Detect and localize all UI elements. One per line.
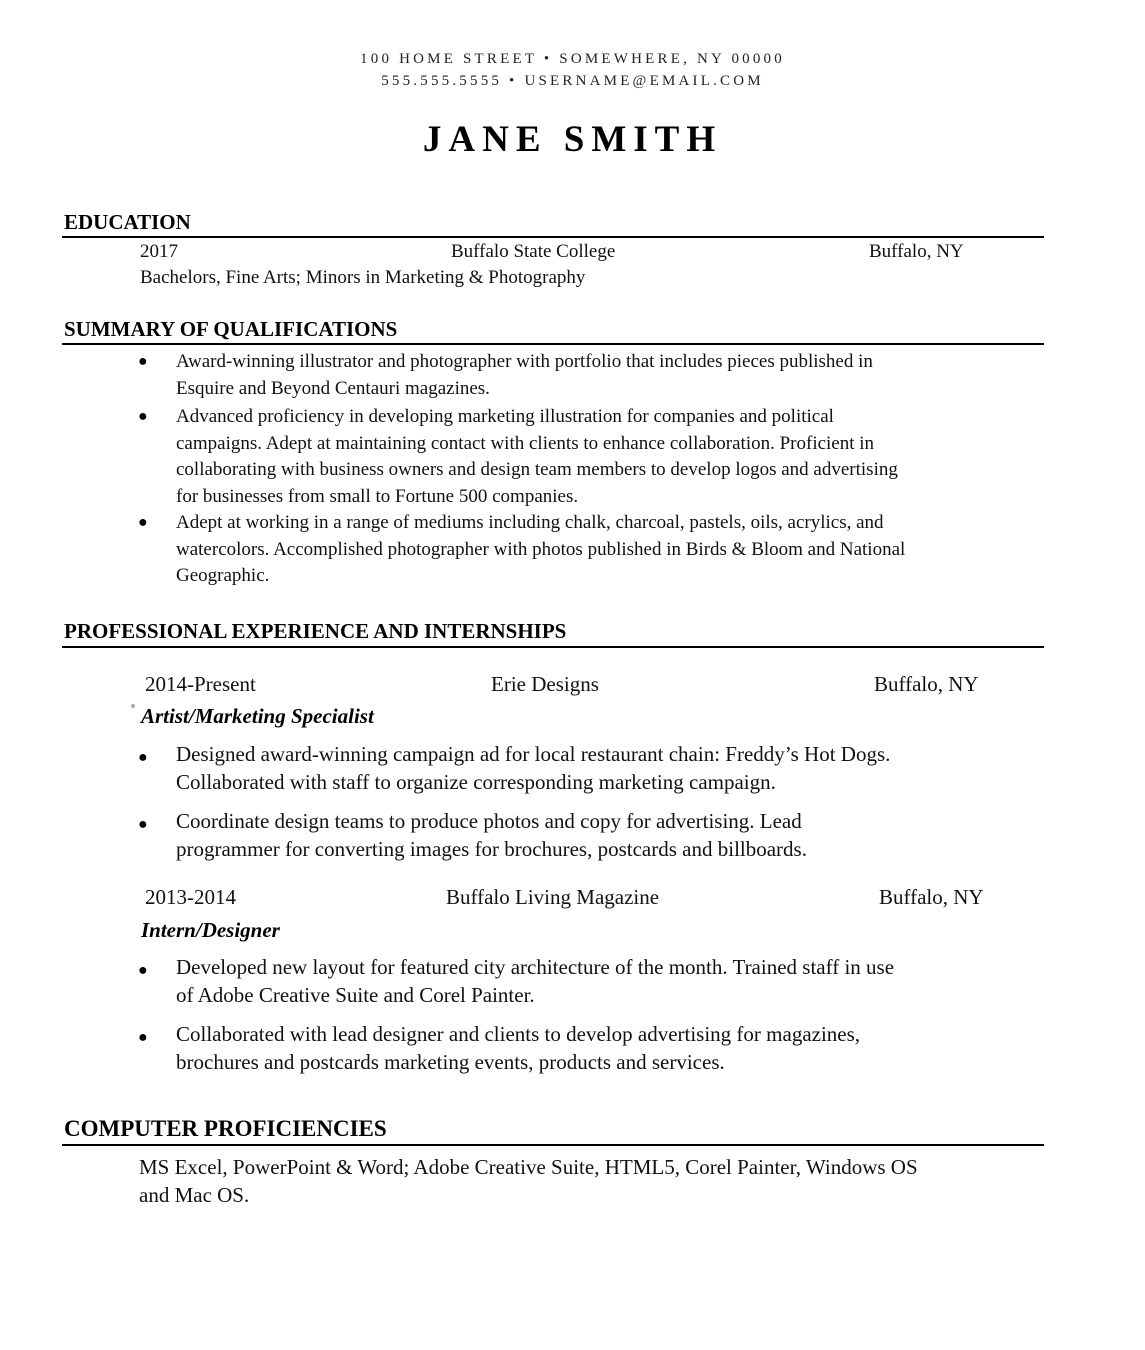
education-row (0, 241, 1145, 267)
computer-heading: COMPUTER PROFICIENCIES (64, 1116, 387, 1141)
computer-line: and Mac OS. (139, 1183, 250, 1207)
bullet-icon: ● (138, 353, 148, 370)
bullet-line: Award-winning illustrator and photographer with portfolio that includes pieces published in (176, 351, 873, 372)
bullet-line: Collaborated with staff to organize corresponding marketing campaign. (176, 770, 776, 794)
job-dates: 2014-Present (145, 672, 256, 696)
bullet-icon: ● (138, 816, 148, 833)
education-divider (62, 236, 1044, 238)
job-company: Buffalo Living Magazine (446, 885, 660, 909)
bullet-line: Geographic. (176, 565, 270, 586)
job-location: Buffalo, NY (879, 885, 984, 909)
job-company: Erie Designs (491, 672, 599, 696)
education-degree: Bachelors, Fine Arts; Minors in Marketing & Photography (140, 267, 586, 288)
bullet-line: Developed new layout for featured city architecture of the month. Trained staff in use (176, 955, 895, 979)
job-role: Intern/Designer (141, 918, 280, 942)
bullet-line: programmer for converting images for brochures, postcards and billboards. (176, 837, 807, 861)
summary-heading: SUMMARY OF QUALIFICATIONS (64, 317, 398, 341)
job-location: Buffalo, NY (874, 672, 979, 696)
bullet-line: collaborating with business owners and design team members to develop logos and advertising (176, 459, 898, 480)
education-heading: EDUCATION (64, 210, 191, 234)
computer-line: MS Excel, PowerPoint & Word; Adobe Creative Suite, HTML5, Corel Painter, Windows OS (139, 1155, 918, 1179)
job-dates: 2013-2014 (145, 885, 236, 909)
bullet-line: Advanced proficiency in developing marketing illustration for companies and political (176, 406, 834, 427)
bullet-line: Collaborated with lead designer and clients to develop advertising for magazines, (176, 1022, 861, 1046)
bullet-icon: ● (138, 514, 148, 531)
bullet-line: of Adobe Creative Suite and Corel Painter. (176, 983, 535, 1007)
bullet-line: Coordinate design teams to produce photos and copy for advertising. Lead (176, 809, 802, 833)
bullet-line: campaigns. Adept at maintaining contact with clients to enhance collaboration. Proficient in (176, 432, 875, 454)
bullet-icon: ● (138, 749, 148, 766)
address-line: 100 HOME STREET • SOMEWHERE, NY 00000 (360, 51, 785, 67)
bullet-icon: ● (138, 408, 148, 425)
bullet-line: watercolors. Accomplished photographer with photos published in Birds & Bloom and National (176, 538, 906, 560)
job-role: Artist/Marketing Specialist (141, 704, 374, 728)
candidate-name: JANE SMITH (422, 119, 723, 160)
education-location: Buffalo, NY (869, 241, 964, 262)
bullet-line: brochures and postcards marketing events, products and services. (176, 1050, 725, 1074)
summary-divider (62, 343, 1044, 345)
bullet-icon: ● (138, 1029, 148, 1046)
bullet-line: Adept at working in a range of mediums including chalk, charcoal, pastels, oils, acrylics, and (176, 512, 884, 533)
job-header-row (0, 885, 1145, 913)
education-year: 2017 (140, 241, 178, 262)
bullet-line: Esquire and Beyond Centauri magazines. (176, 377, 490, 399)
contact-line: 555.555.5555 • USERNAME@EMAIL.COM (381, 73, 764, 89)
bullet-line: Designed award-winning campaign ad for local restaurant chain: Freddy’s Hot Dogs. (176, 742, 891, 766)
experience-divider (62, 646, 1044, 648)
job-header-row (0, 672, 1145, 700)
experience-heading: PROFESSIONAL EXPERIENCE AND INTERNSHIPS (64, 619, 567, 643)
computer-divider (62, 1144, 1044, 1146)
bullet-icon: ● (138, 962, 148, 979)
education-school: Buffalo State College (451, 241, 616, 262)
bullet-line: for businesses from small to Fortune 500 companies. (176, 485, 579, 507)
scan-speck (131, 704, 135, 708)
